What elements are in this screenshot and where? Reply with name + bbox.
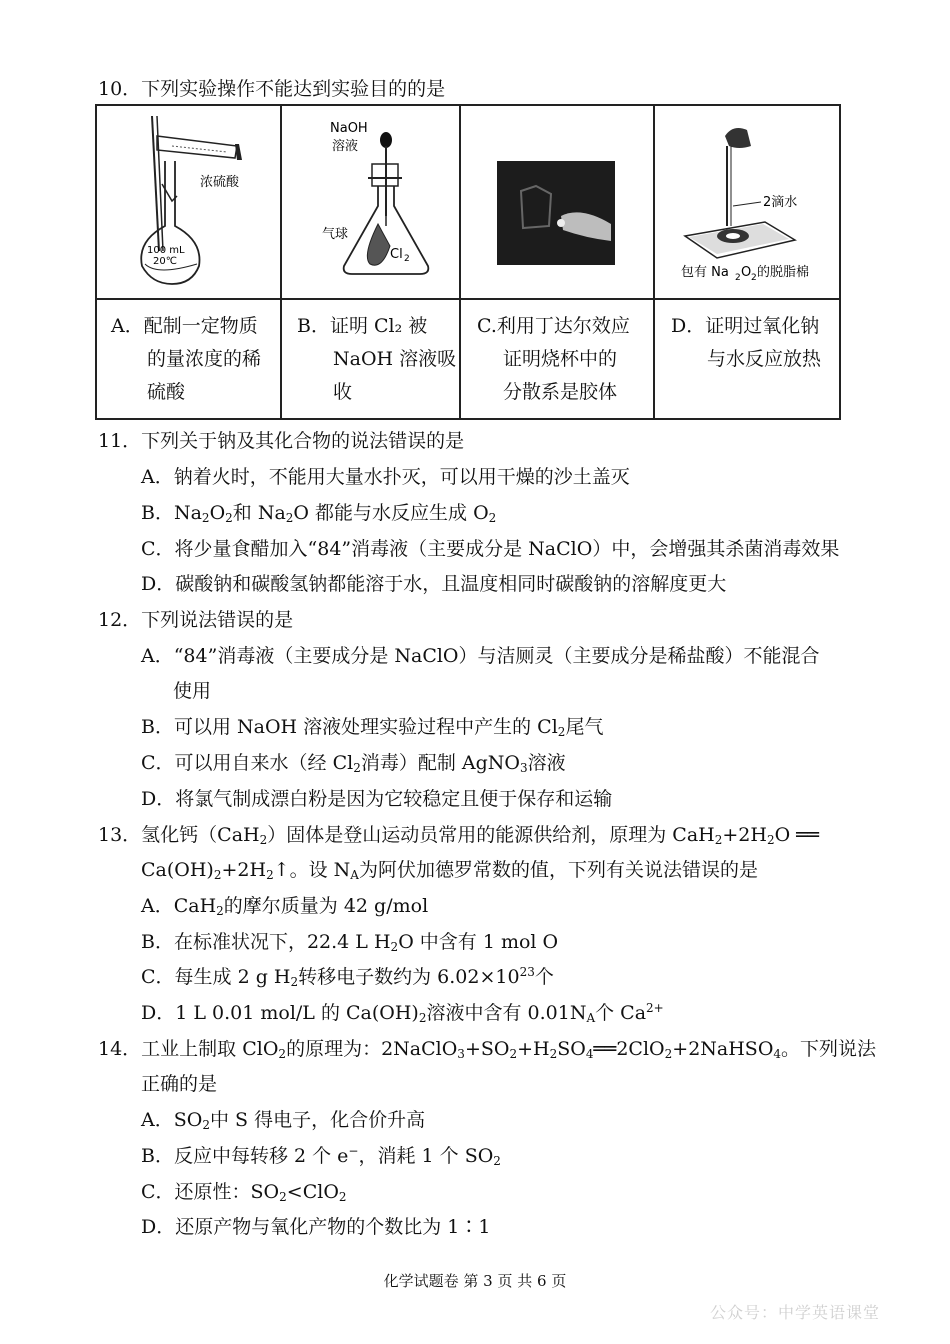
volumetric-flask-figure — [97, 106, 280, 298]
q10-option-b: B．证明 Cl₂ 被 NaOH 溶液吸 收 — [297, 315, 457, 403]
tyndall-photo — [461, 106, 653, 298]
q14-option-b: B．反应中每转移 2 个 e−，消耗 1 个 $SO_2$ — [141, 1144, 501, 1168]
watermark: 公众号：中学英语课堂 — [709, 1303, 880, 1322]
q12-option-d: D．将氯气制成漂白粉是因为它较稳定且便于保存和运输 — [141, 788, 613, 810]
q14-title-cont: 正确的是 — [141, 1073, 218, 1095]
svg-text:包有 Na: 包有 Na — [681, 265, 729, 280]
q14-option-c: C．还原性：$SO_2<ClO_2$ — [141, 1181, 347, 1204]
q11-title: 11．下列关于钠及其化合物的说法错误的是 — [98, 430, 465, 452]
q11-option-c: C．将少量食醋加入“84”消毒液（主要成分是 NaClO）中，会增强其杀菌消毒效果 — [141, 538, 840, 560]
svg-text:2: 2 — [735, 273, 741, 283]
svg-text:Cl: Cl — [390, 247, 403, 262]
svg-text:2: 2 — [404, 254, 410, 264]
q10-option-a: A．配制一定物质 的量浓度的稀 硫酸 — [111, 315, 262, 403]
svg-text:2滴水: 2滴水 — [763, 195, 798, 210]
q11-option-a: A．钠着火时，不能用大量水扑灭，可以用干燥的沙土盖灭 — [141, 466, 630, 488]
svg-text:100 mL: 100 mL — [147, 245, 185, 256]
q13-option-b: B．在标准状况下，22.4 L $H_2O$ 中含有 1 mol O — [141, 931, 559, 954]
naoh-flask-figure — [282, 106, 459, 298]
svg-text:浓硫酸: 浓硫酸 — [200, 175, 240, 190]
q13-option-c: C．每生成 2 g $H_2$转移电子数约为 $6.02\times 10^{23}$个 — [141, 965, 554, 989]
q13-title-cont: $Ca(OH)_2+2H_2↑$。设 $N_A$为阿伏加德罗常数的值，下列有关说法错误的是 — [141, 859, 758, 882]
q13-option-d: D．1 L 0.01 mol/L 的 $Ca(OH)_2$溶液中含有 $0.01N_A$个 $Ca^{2+}$ — [141, 1001, 664, 1025]
q11-option-d: D．碳酸钠和碳酸氢钠都能溶于水，且温度相同时碳酸钠的溶解度更大 — [141, 573, 727, 595]
q10-option-c: C.利用丁达尔效应 证明烧杯中的 分散系是胶体 — [477, 315, 630, 403]
svg-text:20℃: 20℃ — [153, 256, 177, 267]
svg-text:NaOH: NaOH — [330, 121, 368, 136]
q10-option-d: D．证明过氧化钠 与水反应放热 — [671, 315, 822, 370]
q12-option-a-cont: 使用 — [173, 680, 212, 702]
page-footer: 化学试题卷 第 3 页 共 6 页 — [383, 1272, 567, 1290]
q14-title: 14．工业上制取 ClO$_2$的原理为：$2NaClO_3+SO_2+H_2SO_4══2ClO_2+2NaHSO_4$。下列说法 — [98, 1038, 877, 1061]
experiment-table — [95, 104, 841, 420]
q14-option-d: D．还原产物与氧化产物的个数比为 1∶1 — [141, 1216, 491, 1238]
q12-option-a: A．“84”消毒液（主要成分是 NaClO）与洁厕灵（主要成分是稀盐酸）不能混合 — [141, 645, 820, 667]
q11-option-b: B．$Na_2O_2$和 $Na_2O$ 都能与水反应生成 $O_2$ — [141, 502, 497, 525]
q13-option-a: A．CaH$_2$的摩尔质量为 42 g/mol — [141, 895, 429, 918]
svg-text:的脱脂棉: 的脱脂棉 — [757, 265, 810, 280]
svg-text:O: O — [741, 265, 752, 280]
svg-text:2: 2 — [751, 273, 757, 283]
q12-title: 12．下列说法错误的是 — [98, 609, 294, 631]
svg-text:溶液: 溶液 — [332, 139, 359, 154]
q12-option-c: C．可以用自来水（经 $Cl_2$消毒）配制 AgNO$_3$溶液 — [141, 752, 566, 775]
sodium-peroxide-figure — [655, 106, 839, 298]
q10-title: 10．下列实验操作不能达到实验目的的是 — [98, 78, 446, 100]
q14-option-a: A．$SO_2$中 S 得电子，化合价升高 — [141, 1109, 426, 1132]
svg-text:气球: 气球 — [322, 227, 349, 242]
q12-option-b: B．可以用 NaOH 溶液处理实验过程中产生的 $Cl_2$尾气 — [141, 716, 604, 739]
q13-title: 13．氢化钙（CaH$_2$）固体是登山运动员常用的能源供给剂，原理为 $CaH_2+2H_2O$ ══ — [98, 824, 820, 847]
